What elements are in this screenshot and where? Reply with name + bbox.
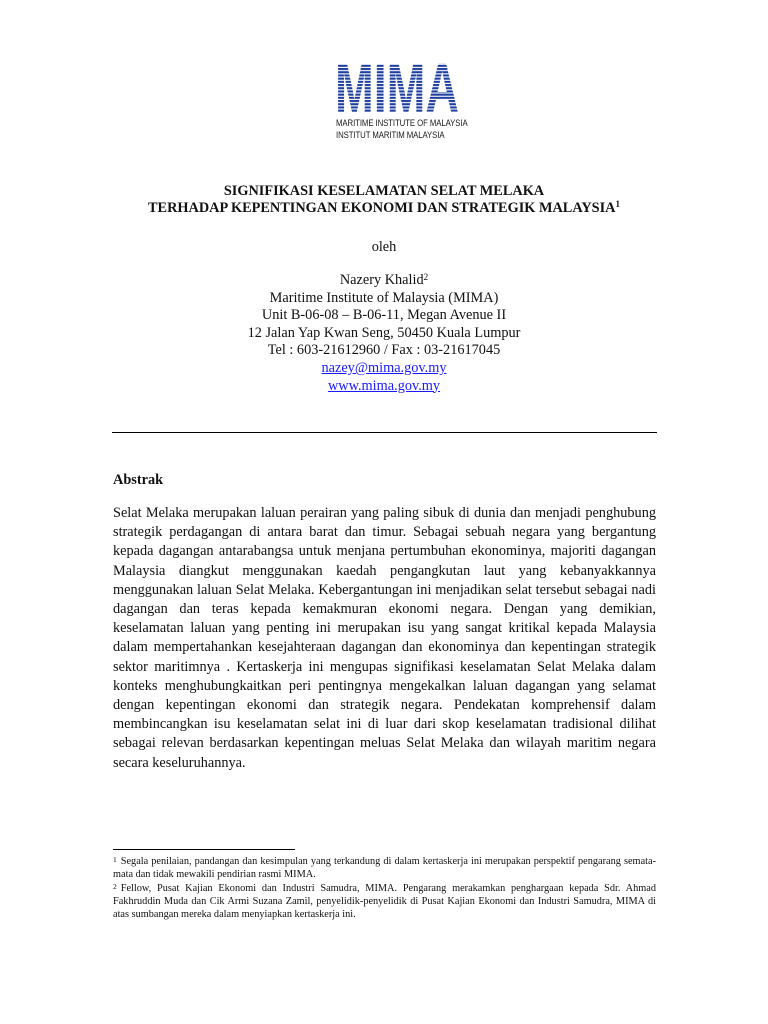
author-name: Nazery Khalid bbox=[339, 272, 424, 288]
footnote-divider bbox=[113, 849, 295, 850]
logo-caption-ms: INSTITUT MARITIM MALAYSIA bbox=[336, 130, 445, 141]
title-footnote-mark: 1 bbox=[615, 199, 620, 209]
title-line-2: TERHADAP KEPENTINGAN EKONOMI DAN STRATEGIK MALAYSIA$^1$ bbox=[148, 199, 620, 216]
footnote-2 bbox=[113, 882, 656, 922]
author-block bbox=[0, 272, 768, 395]
abstract-paragraph: Selat Melaka merupakan laluan perairan yang paling sibuk di dunia dan menjadi penghubung strategik perdagangan di antara barat dan timur. Sebagai sebuah negara yang bergantung kepada dagangan antarabangsa untuk menjana pertumbuhan ekonominya, majoriti dagangan Malaysia diangkut menggunakan kaedah pengangkutan laut yang kebanyakkannya menggunakan laluan Selat Melaka. Kebergantungan ini menjadikan selat tersebut sebagai nadi dagangan dan teras kepada kemakmuran ekonomi negara. Dengan yang demikian, keselamatan laluan yang penting ini merupakan isu yang sangat kritikal kepada Malaysia dalam mempertahankan kesejahteraan dagangan dan ekonominya dan kepentingan strategik sektor maritimnya . Kertaskerja ini mengupas signifikasi keselamatan Selat Melaka dalam konteks menghubungkaitkan peri pentingnya mengekalkan laluan dagangan yang selamat dengan kepentingan ekonomi dan strategik negara. Pendekatan komprehensif dalam membincangkan isu keselamatan selat ini di luar dari skop keselamatan tradisional dilihat sebagai relevan berdasarkan kepentingan meluas Selat Melaka dan wilayah maritim negara secara keseluruhannya. bbox=[113, 505, 656, 771]
footnote-1 bbox=[113, 855, 656, 882]
byline: oleh bbox=[371, 239, 397, 255]
logo-caption-en: MARITIME INSTITUTE OF MALAYSIA bbox=[336, 118, 468, 129]
footnote-2-text: Fellow, Pusat Kajian Ekonomi dan Industri Samudra, MIMA. Pengarang merakamkan penghargaan kepada Sdr. Ahmad Fakhruddin Muda dan Cik Armi Suzana Zamil, penyelidik-penyelidik di Pusat Kajian Ekonomi dan Industri Samudra, MIMA di atas sumbangan mereka dalam menyiapkan kertaskerja ini. bbox=[113, 882, 656, 921]
abstract-body bbox=[113, 504, 656, 773]
footnotes bbox=[113, 855, 656, 921]
abstract-heading: Abstrak bbox=[113, 472, 164, 488]
author-org: Maritime Institute of Malaysia (MIMA) bbox=[269, 289, 499, 306]
footnote-1-mark: 1 bbox=[113, 855, 117, 864]
footnote-2-mark: 2 bbox=[113, 881, 117, 891]
svg-text:MIMA: MIMA bbox=[335, 52, 459, 118]
author-address-1: Unit B-06-08 – B-06-11, Megan Avenue II bbox=[261, 307, 507, 324]
title-line-1: SIGNIFIKASI KESELAMATAN SELAT MELAKA bbox=[223, 183, 545, 199]
author-email-link[interactable]: nazey@mima.gov.my bbox=[321, 359, 447, 376]
mima-logo bbox=[332, 52, 468, 148]
section-divider bbox=[112, 432, 657, 433]
paper-title bbox=[0, 183, 768, 217]
author-name-line bbox=[0, 272, 768, 290]
author-address-2: 12 Jalan Yap Kwan Seng, 50450 Kuala Lumpur bbox=[247, 324, 521, 341]
author-footnote-mark: 2 bbox=[423, 272, 429, 282]
mima-wordmark bbox=[332, 52, 462, 118]
author-phone: Tel : 603-21612960 / Fax : 03-21617045 bbox=[267, 342, 501, 359]
author-website-link[interactable]: www.mima.gov.my bbox=[327, 377, 441, 394]
footnote-1-text: Segala penilaian, pandangan dan kesimpulan yang terkandung di dalam kertaskerja ini merupakan perspektif pengarang semata-mata dan tidak mewakili pendirian rasmi MIMA. bbox=[113, 856, 656, 881]
